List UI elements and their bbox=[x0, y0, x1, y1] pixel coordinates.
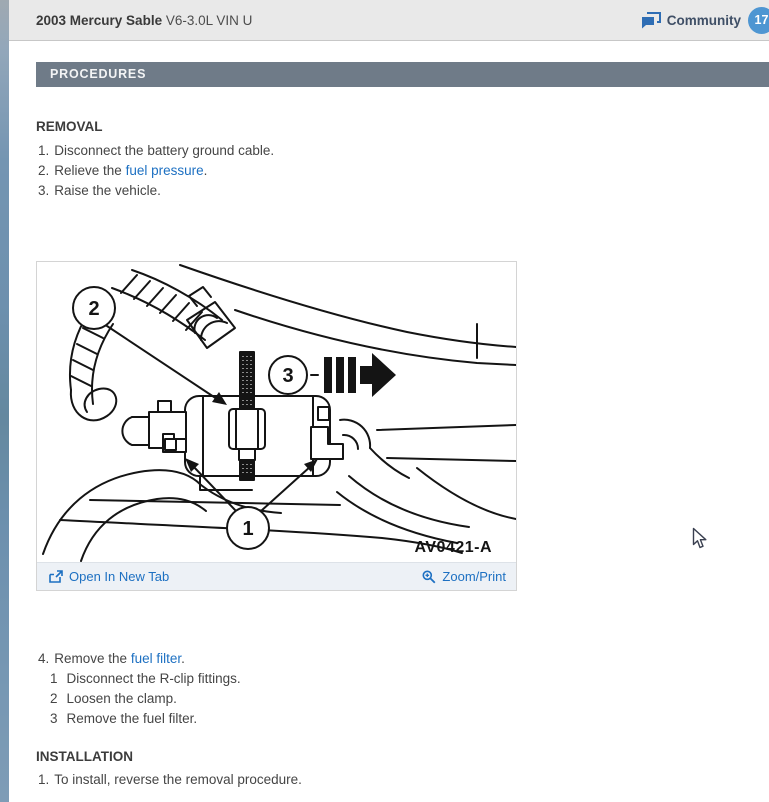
removal-step-3: 3. Raise the vehicle. bbox=[38, 183, 161, 198]
community-area[interactable] bbox=[641, 7, 769, 34]
removal-substep-3: 3 Remove the fuel filter. bbox=[50, 711, 198, 726]
window-edge-strip bbox=[0, 0, 9, 802]
open-in-new-tab-link[interactable]: Open In New Tab bbox=[49, 569, 169, 584]
flow-direction-indicator bbox=[311, 353, 396, 397]
figure-part-code: AV0421-A bbox=[414, 539, 492, 556]
zoom-print-link[interactable]: Zoom/Print bbox=[422, 569, 506, 584]
content-area bbox=[9, 42, 769, 802]
installation-steps bbox=[38, 770, 302, 790]
procedures-section-bar: PROCEDURES bbox=[36, 62, 769, 87]
procedure-figure bbox=[36, 261, 517, 591]
removal-step-4-block bbox=[38, 649, 241, 729]
removal-step-2: 2. Relieve the fuel pressure. bbox=[38, 163, 208, 178]
removal-heading: REMOVAL bbox=[36, 119, 103, 134]
magnifier-plus-icon bbox=[422, 570, 436, 584]
harness-hose bbox=[112, 270, 235, 348]
vehicle-title-detail: V6-3.0L VIN U bbox=[165, 12, 253, 28]
community-count-badge[interactable]: 17 bbox=[748, 7, 769, 34]
vehicle-title-bold: 2003 Mercury Sable bbox=[36, 12, 163, 28]
left-r-clip-fitting bbox=[122, 401, 186, 452]
callout-1-number: 1 bbox=[242, 518, 254, 540]
fuel-filter-link[interactable]: fuel filter bbox=[130, 651, 182, 666]
figure-toolbar bbox=[37, 562, 516, 590]
community-label[interactable]: Community bbox=[666, 12, 741, 28]
callout-3 bbox=[269, 356, 307, 394]
removal-step-1: 1. Disconnect the battery ground cable. bbox=[38, 143, 275, 158]
removal-step-4: 4. Remove the fuel filter. bbox=[38, 651, 185, 666]
vehicle-title bbox=[36, 13, 252, 28]
installation-heading: INSTALLATION bbox=[36, 749, 133, 764]
fuel-filter-assembly bbox=[185, 352, 330, 480]
header-bar bbox=[9, 0, 769, 41]
mouse-cursor bbox=[692, 527, 709, 550]
callout-3-number: 3 bbox=[282, 365, 294, 387]
fuel-pressure-link[interactable]: fuel pressure bbox=[125, 163, 204, 178]
fuel-filter-diagram bbox=[37, 262, 516, 562]
open-in-new-tab-icon bbox=[49, 570, 63, 583]
installation-step-1: 1. To install, reverse the removal procedure. bbox=[38, 772, 302, 787]
clamp-nut bbox=[229, 409, 265, 449]
chat-bubbles-icon bbox=[641, 12, 661, 29]
callout-2-number: 2 bbox=[88, 298, 100, 320]
removal-substep-1: 1 Disconnect the R-clip fittings. bbox=[50, 671, 241, 686]
removal-substep-2: 2 Loosen the clamp. bbox=[50, 691, 177, 706]
removal-steps bbox=[38, 141, 274, 201]
